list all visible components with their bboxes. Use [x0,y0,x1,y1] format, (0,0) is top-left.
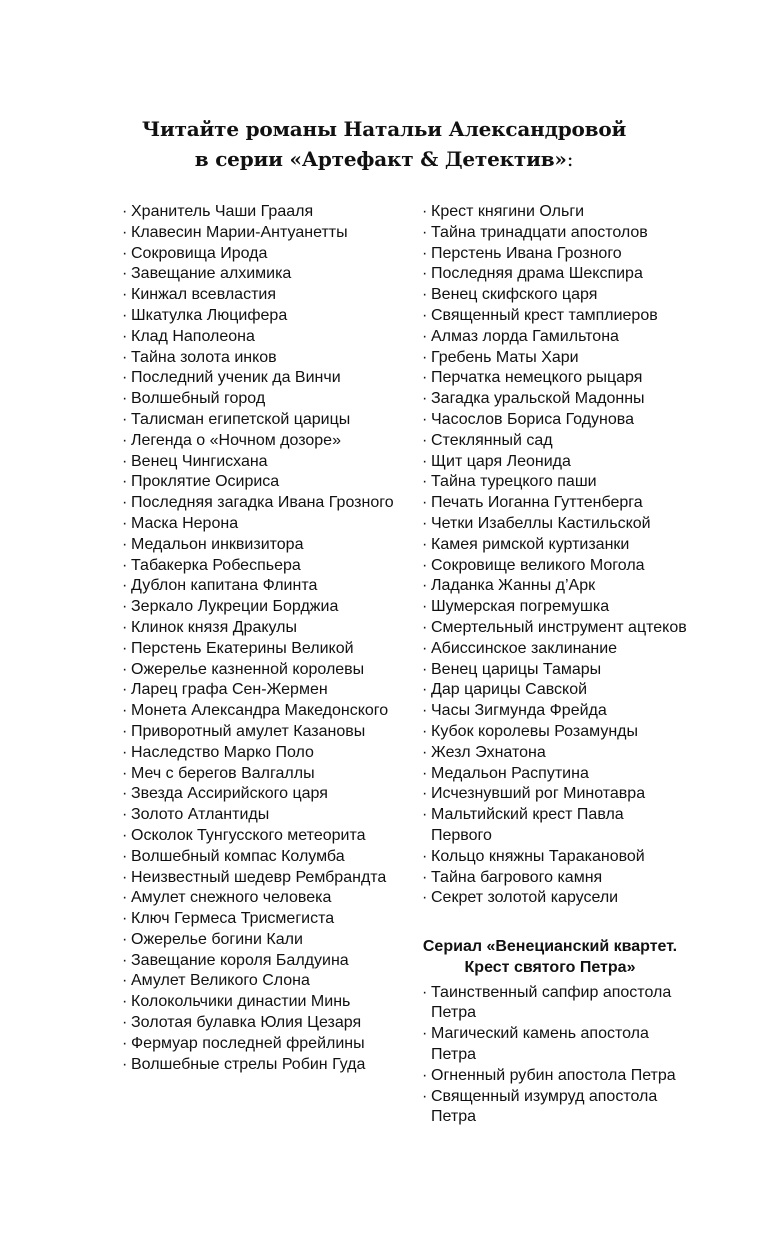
serial-title-line-1: Сериал «Венецианский квартет. [422,938,678,956]
book-title-item: · Смертельный инструмент ацтеков [422,618,687,639]
book-title-item: · Табакерка Робеспьера [122,556,397,577]
book-title-item: · Перстень Екатерины Великой [122,639,397,660]
book-title-item: · Клад Наполеона [122,327,397,348]
heading-series-name: в серии «Артефакт & Детектив» [194,147,567,171]
book-title-item: · Гребень Маты Хари [422,348,687,369]
book-title-item: · Венец царицы Тамары [422,660,687,681]
book-title-item: · Ладанка Жанны д’Арк [422,576,687,597]
book-title-item: · Ожерелье казненной королевы [122,660,397,681]
serial-book-item: · Магический камень апостола Петра [422,1024,687,1066]
book-title-item: · Перчатка немецкого рыцаря [422,368,687,389]
heading-colon: : [566,147,574,171]
serial-book-item: · Огненный рубин апостола Петра [422,1066,687,1087]
page-heading [0,114,768,174]
book-title-item: · Тайна тринадцати апостолов [422,223,687,244]
book-title-item: · Священный крест тамплиеров [422,306,687,327]
book-title-item: · Исчезнувший рог Минотавра [422,784,687,805]
book-title-item: · Часы Зигмунда Фрейда [422,701,687,722]
book-title-item: · Амулет снежного человека [122,888,397,909]
book-title-item: · Клавесин Марии-Антуанетты [122,223,397,244]
book-title-item: · Камея римской куртизанки [422,535,687,556]
book-title-item: · Клинок князя Дракулы [122,618,397,639]
book-title-item: · Тайна турецкого паши [422,472,687,493]
serial-book-item: · Таинственный сапфир апостола Петра [422,983,687,1025]
left-title-list [122,202,397,1075]
book-title-item: · Тайна багрового камня [422,868,687,889]
book-title-item: · Осколок Тунгусского метеорита [122,826,397,847]
book-title-item: · Проклятие Осириса [122,472,397,493]
heading-line-1: Читайте романы Натальи Александровой [141,117,627,141]
book-title-item: · Наследство Марко Поло [122,743,397,764]
heading-line-2 [0,144,768,174]
book-title-item: · Хранитель Чаши Грааля [122,202,397,223]
book-title-item: · Кубок королевы Розамунды [422,722,687,743]
book-title-item: · Амулет Великого Слона [122,971,397,992]
book-title-item: · Ларец графа Сен-Жермен [122,680,397,701]
book-title-item: · Алмаз лорда Гамильтона [422,327,687,348]
book-title-item: · Золото Атлантиды [122,805,397,826]
book-title-item: · Шкатулка Люцифера [122,306,397,327]
serial-book-item: · Священный изумруд апостола Петра [422,1087,687,1129]
book-title-item: · Тайна золота инков [122,348,397,369]
book-title-item: · Волшебные стрелы Робин Гуда [122,1055,397,1076]
book-title-item: · Ключ Гермеса Трисмегиста [122,909,397,930]
serial-title-line-2: Крест святого Петра» [464,958,636,976]
right-column [422,202,722,1128]
book-title-item: · Венец Чингисхана [122,452,397,473]
book-title-item: · Крест княгини Ольги [422,202,687,223]
book-title-item: · Волшебный город [122,389,397,410]
book-title-item: · Сокровища Ирода [122,244,397,265]
book-title-item: · Золотая булавка Юлия Цезаря [122,1013,397,1034]
book-title-item: · Завещание алхимика [122,264,397,285]
book-title-item: · Щит царя Леонида [422,452,687,473]
serial-title [422,937,678,979]
book-title-item: · Завещание короля Балдуина [122,951,397,972]
book-title-item: · Последний ученик да Винчи [122,368,397,389]
book-title-item: · Ожерелье богини Кали [122,930,397,951]
book-title-item: · Дублон капитана Флинта [122,576,397,597]
book-title-item: · Зеркало Лукреции Борджиа [122,597,397,618]
book-title-item: · Шумерская погремушка [422,597,687,618]
book-title-item: · Талисман египетской царицы [122,410,397,431]
book-title-item: · Абиссинское заклинание [422,639,687,660]
book-title-item: · Кольцо княжны Таракановой [422,847,687,868]
book-title-item: · Маска Нерона [122,514,397,535]
book-title-item: · Колокольчики династии Минь [122,992,397,1013]
book-title-item: · Кинжал всевластия [122,285,397,306]
book-title-item: · Медальон инквизитора [122,535,397,556]
book-title-item: · Звезда Ассирийского царя [122,784,397,805]
book-title-item: · Жезл Эхнатона [422,743,687,764]
book-title-item: · Печать Иоганна Гуттенберга [422,493,687,514]
serial-title-list [422,983,722,1129]
book-title-item: · Легенда о «Ночном дозоре» [122,431,397,452]
book-title-item: · Приворотный амулет Казановы [122,722,397,743]
book-title-item: · Перстень Ивана Грозного [422,244,687,265]
book-title-item: · Неизвестный шедевр Рембрандта [122,868,397,889]
book-title-item: · Часослов Бориса Годунова [422,410,687,431]
book-title-item: · Дар царицы Савской [422,680,687,701]
book-title-item: · Меч с берегов Валгаллы [122,764,397,785]
book-title-item: · Загадка уральской Мадонны [422,389,687,410]
book-title-item: · Последняя драма Шекспира [422,264,687,285]
book-title-item: · Стеклянный сад [422,431,687,452]
book-title-item: · Четки Изабеллы Кастильской [422,514,687,535]
book-title-item: · Монета Александра Македонского [122,701,397,722]
book-title-item: · Волшебный компас Колумба [122,847,397,868]
right-title-list [422,202,722,909]
book-title-item: · Мальтийский крест Павла Первого [422,805,687,847]
book-title-item: · Сокровище великого Могола [422,556,687,577]
book-title-item: · Венец скифского царя [422,285,687,306]
book-title-item: · Последняя загадка Ивана Грозного [122,493,397,514]
book-title-item: · Фермуар последней фрейлины [122,1034,397,1055]
book-title-item: · Медальон Распутина [422,764,687,785]
book-title-item: · Секрет золотой карусели [422,888,687,909]
